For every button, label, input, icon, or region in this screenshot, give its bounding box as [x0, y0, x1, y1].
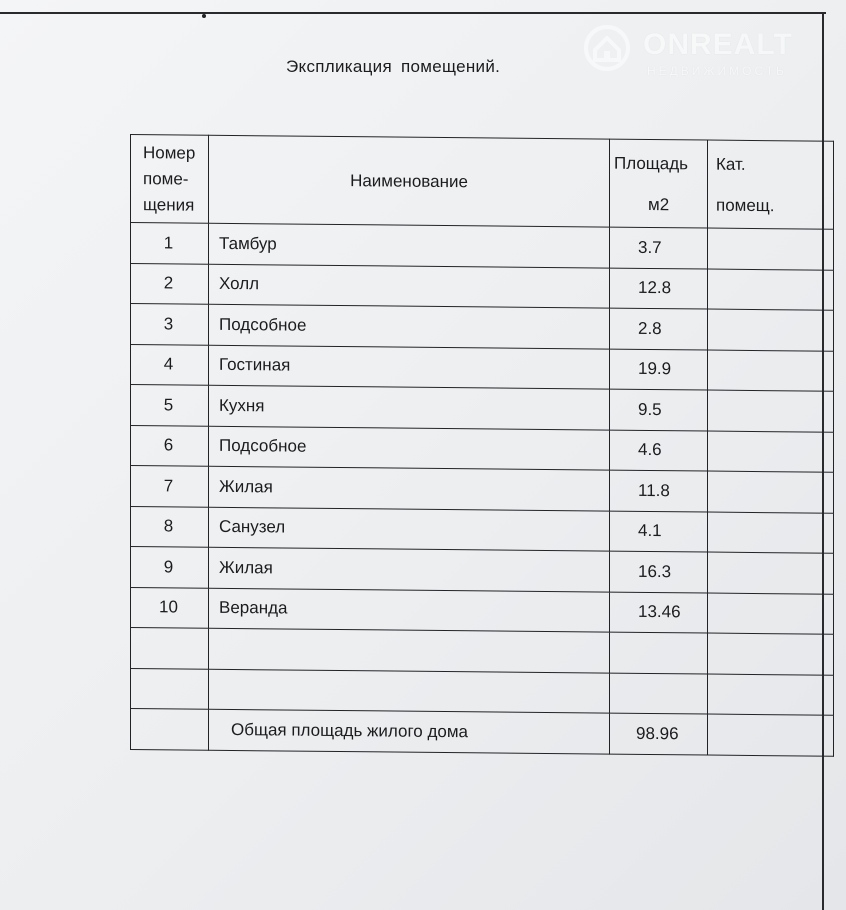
- frame-line-top: [0, 12, 826, 14]
- room-area-cell: 12.8: [610, 268, 708, 309]
- room-area-cell: 11.8: [610, 470, 708, 511]
- explication-table-wrapper: [130, 134, 833, 773]
- total-row: [131, 709, 834, 756]
- room-number-cell: 6: [131, 425, 209, 466]
- table-row: [131, 587, 834, 634]
- room-category-cell: [708, 552, 834, 594]
- room-category-cell: [708, 512, 834, 554]
- total-area-cell: 98.96: [610, 713, 708, 754]
- room-number-cell: [131, 668, 209, 709]
- room-area-cell: [610, 632, 708, 673]
- room-category-cell: [708, 269, 834, 311]
- table-row: [131, 547, 834, 594]
- room-name-cell: Кухня: [209, 385, 610, 429]
- total-number-cell: [131, 709, 209, 750]
- room-category-cell: [708, 228, 834, 270]
- table-row: [131, 425, 834, 472]
- room-area-cell: 4.1: [610, 511, 708, 552]
- ink-dot: [202, 14, 206, 18]
- room-name-cell: Холл: [209, 264, 610, 308]
- room-category-cell: [708, 431, 834, 473]
- header-category: [708, 140, 834, 229]
- room-name-cell: Веранда: [209, 588, 610, 632]
- house-logo-icon: [583, 24, 631, 72]
- room-category-cell: [708, 593, 834, 635]
- room-name-cell: Подсобное: [209, 426, 610, 470]
- table-row: [131, 628, 834, 675]
- room-number-cell: [131, 628, 209, 669]
- room-category-cell: [708, 350, 834, 392]
- room-number-cell: 10: [131, 587, 209, 628]
- room-name-cell: Жилая: [209, 547, 610, 591]
- room-name-cell: Тамбур: [209, 223, 610, 267]
- header-number-line: Номер: [143, 142, 196, 163]
- header-category-line: Кат.: [716, 154, 746, 174]
- table-row: [131, 466, 834, 513]
- table-body: [131, 223, 834, 756]
- room-number-cell: 7: [131, 466, 209, 507]
- table-row: [131, 506, 834, 553]
- table-row: [131, 223, 834, 270]
- watermark-brand: ONREALT: [643, 28, 793, 61]
- header-number-line: поме-: [143, 168, 189, 189]
- room-name-cell: [209, 669, 610, 713]
- room-name-cell: [209, 628, 610, 672]
- watermark: [583, 22, 823, 88]
- document-title: Экспликация помещений.: [286, 57, 501, 76]
- room-category-cell: [708, 390, 834, 432]
- room-area-cell: 4.6: [610, 430, 708, 471]
- room-number-cell: 3: [131, 304, 209, 345]
- room-area-cell: 19.9: [610, 349, 708, 390]
- room-category-cell: [708, 471, 834, 513]
- room-category-cell: [708, 674, 834, 716]
- header-room-name: Наименование: [209, 135, 610, 227]
- watermark-subtitle: НЕДВИЖИМОСТЬ: [647, 64, 787, 78]
- room-name-cell: Жилая: [209, 466, 610, 510]
- room-area-cell: 16.3: [610, 551, 708, 592]
- explication-table: [130, 134, 834, 756]
- room-category-cell: [708, 309, 834, 351]
- room-name-cell: Санузел: [209, 507, 610, 551]
- room-area-cell: [610, 673, 708, 714]
- header-area-line: Площадь: [614, 153, 689, 173]
- room-area-cell: 9.5: [610, 389, 708, 430]
- room-category-cell: [708, 633, 834, 675]
- room-number-cell: 9: [131, 547, 209, 588]
- total-label-cell: Общая площадь жилого дома: [209, 709, 610, 753]
- room-number-cell: 8: [131, 506, 209, 547]
- room-number-cell: 5: [131, 385, 209, 426]
- header-number-line: щения: [143, 194, 195, 215]
- table-row: [131, 263, 834, 310]
- header-area-unit: м2: [648, 194, 670, 214]
- header-area: [610, 139, 708, 228]
- room-area-cell: 13.46: [610, 592, 708, 633]
- room-number-cell: 4: [131, 344, 209, 385]
- room-number-cell: 2: [131, 263, 209, 304]
- table-row: [131, 344, 834, 391]
- room-area-cell: 2.8: [610, 308, 708, 349]
- room-number-cell: 1: [131, 223, 209, 264]
- total-category-cell: [708, 714, 834, 756]
- room-name-cell: Подсобное: [209, 304, 610, 348]
- table-header-row: [131, 135, 834, 230]
- table-row: [131, 668, 834, 715]
- room-name-cell: Гостиная: [209, 345, 610, 389]
- header-room-number: [131, 135, 209, 224]
- header-category-line: помещ.: [716, 195, 775, 215]
- table-row: [131, 304, 834, 351]
- table-row: [131, 385, 834, 432]
- room-area-cell: 3.7: [610, 227, 708, 268]
